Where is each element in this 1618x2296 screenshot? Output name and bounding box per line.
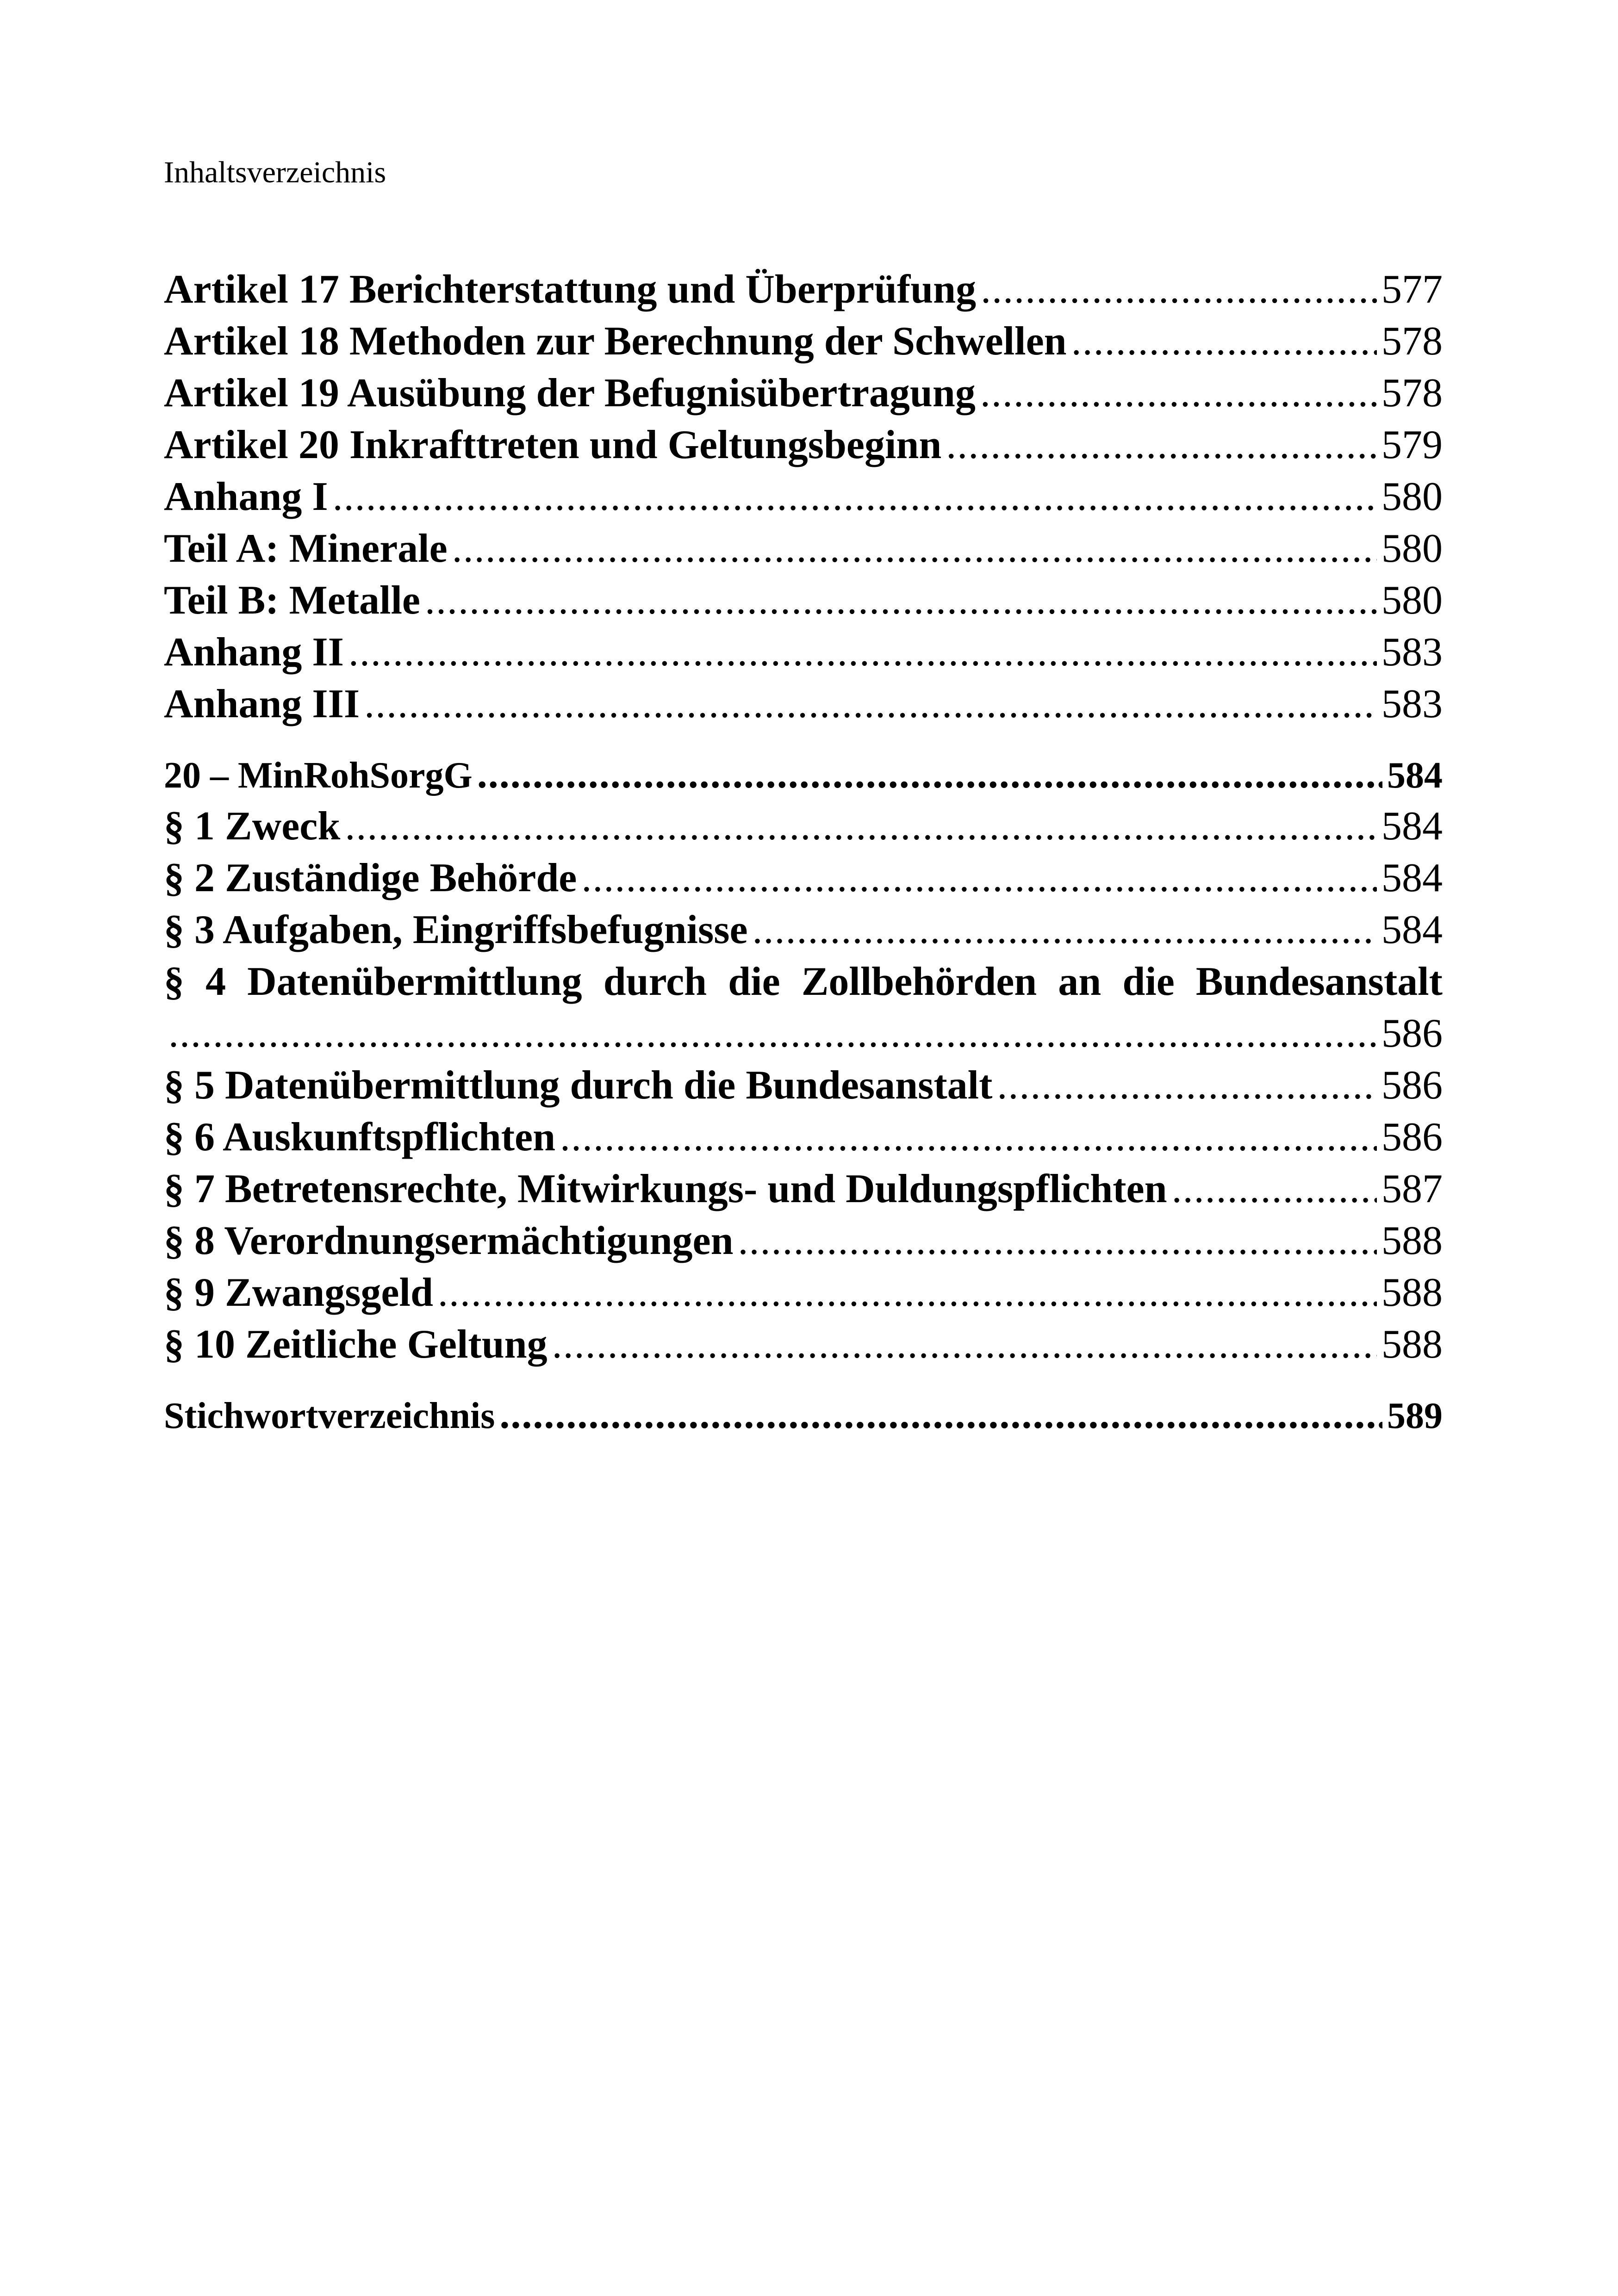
dot-leader <box>946 419 1377 471</box>
toc-entry[interactable] <box>164 1215 1443 1267</box>
toc-entry-title: Artikel 18 Methoden zur Berechnung der Schwellen <box>164 319 1067 364</box>
toc-entry[interactable] <box>164 575 1443 627</box>
toc-entry-page: 584 <box>1382 856 1443 900</box>
toc-entry-page: 584 <box>1387 755 1443 796</box>
title-word: die <box>728 959 780 1004</box>
title-word: Datenübermittlung <box>247 959 582 1004</box>
dot-leader <box>552 1319 1377 1371</box>
toc-group-sections <box>164 800 1443 956</box>
toc-entry-title: § 6 Auskunftspflichten <box>164 1115 556 1160</box>
toc-entry-page: 584 <box>1382 804 1443 849</box>
toc-entry[interactable] <box>164 1267 1443 1319</box>
toc-entry-title: 20 – MinRohSorgG <box>164 755 473 796</box>
toc-entry-page: 583 <box>1382 630 1443 675</box>
toc-entry[interactable] <box>164 367 1443 419</box>
toc-entry-page: 588 <box>1382 1270 1443 1315</box>
dot-leader <box>438 1267 1377 1319</box>
toc-entry-title: Teil B: Metalle <box>164 578 420 623</box>
toc-entry[interactable] <box>164 419 1443 471</box>
toc-entry[interactable] <box>164 523 1443 575</box>
title-word: Zollbehörden <box>801 959 1037 1004</box>
toc-entry-page: 586 <box>1382 1115 1443 1160</box>
toc-entry-title: Anhang II <box>164 630 344 675</box>
toc-entry-title: § 7 Betretensrechte, Mitwirkungs- und Duldungspflichten <box>164 1167 1167 1211</box>
toc-wrapped-entry[interactable] <box>164 956 1443 1060</box>
toc-entry-title: § 8 Verordnungsermächtigungen <box>164 1218 734 1263</box>
toc-entry-title: Teil A: Minerale <box>164 526 448 571</box>
toc-entry-page: 589 <box>1387 1396 1443 1436</box>
toc-entry[interactable] <box>164 852 1443 904</box>
dot-leader <box>345 800 1377 852</box>
dot-leader <box>364 678 1377 730</box>
toc-entry-page: 586 <box>1382 1011 1443 1056</box>
toc-entry-title: Stichwortverzeichnis <box>164 1396 495 1436</box>
toc-entry-page: 587 <box>1382 1167 1443 1211</box>
dot-leader <box>738 1215 1377 1267</box>
title-word: durch <box>603 959 707 1004</box>
toc-entry-title: § 2 Zuständige Behörde <box>164 856 577 900</box>
toc-entry-page: 583 <box>1382 682 1443 726</box>
running-header: Inhaltsverzeichnis <box>164 155 386 189</box>
toc-entry[interactable] <box>164 316 1443 367</box>
toc-entry-page: 584 <box>1382 907 1443 952</box>
toc-entry-page: 578 <box>1382 319 1443 364</box>
toc-entry[interactable] <box>164 904 1443 956</box>
toc-group-articles <box>164 264 1443 730</box>
dot-leader <box>560 1111 1377 1163</box>
toc-entry[interactable] <box>164 1319 1443 1371</box>
toc-entry[interactable] <box>164 800 1443 852</box>
toc-entry[interactable] <box>164 1060 1443 1111</box>
toc-entry-page: 580 <box>1382 526 1443 571</box>
toc-entry-title: § 5 Datenübermittlung durch die Bundesanstalt <box>164 1063 993 1108</box>
dot-leader <box>1071 316 1377 367</box>
toc-entry[interactable] <box>164 678 1443 730</box>
dot-leader <box>333 471 1377 523</box>
toc-entry-title: Artikel 19 Ausübung der Befugnisübertragung <box>164 371 976 416</box>
dot-leader <box>477 749 1382 800</box>
toc-entry[interactable] <box>164 264 1443 316</box>
toc-group-sections-cont <box>164 1060 1443 1371</box>
title-word: 4 <box>205 959 226 1004</box>
title-word: § <box>164 959 184 1004</box>
dot-leader <box>1172 1163 1377 1215</box>
title-word: die <box>1122 959 1175 1004</box>
toc-entry-page: 579 <box>1382 422 1443 467</box>
dot-leader <box>581 852 1377 904</box>
toc-entry[interactable] <box>164 471 1443 523</box>
table-of-contents <box>164 264 1443 1441</box>
toc-entry-page: 588 <box>1382 1218 1443 1263</box>
dot-leader <box>980 367 1377 419</box>
toc-entry[interactable] <box>164 1111 1443 1163</box>
dot-leader <box>452 523 1377 575</box>
dot-leader <box>348 627 1377 678</box>
toc-entry-title: Artikel 20 Inkrafttreten und Geltungsbeginn <box>164 422 942 467</box>
toc-entry-title: Anhang III <box>164 682 360 726</box>
toc-entry[interactable] <box>164 627 1443 678</box>
title-word: Bundesanstalt <box>1195 959 1443 1004</box>
toc-entry-title: § 1 Zweck <box>164 804 341 849</box>
toc-entry-page: 588 <box>1382 1322 1443 1367</box>
toc-entry-page: 578 <box>1382 371 1443 416</box>
toc-entry[interactable] <box>164 1163 1443 1215</box>
dot-leader <box>168 1008 1377 1060</box>
toc-entry-title: § 9 Zwangsgeld <box>164 1270 433 1315</box>
toc-entry-page: 580 <box>1382 578 1443 623</box>
toc-index-entry[interactable] <box>164 1389 1443 1441</box>
toc-entry-title: Artikel 17 Berichterstattung und Überprüfung <box>164 267 977 312</box>
toc-entry-page: 577 <box>1382 267 1443 312</box>
toc-entry-title <box>164 956 1443 1008</box>
toc-entry-title: Anhang I <box>164 474 328 519</box>
toc-entry-page: 586 <box>1382 1063 1443 1108</box>
title-word: an <box>1058 959 1101 1004</box>
toc-entry-title: § 10 Zeitliche Geltung <box>164 1322 548 1367</box>
toc-entry-page: 580 <box>1382 474 1443 519</box>
dot-leader <box>981 264 1377 316</box>
dot-leader <box>753 904 1377 956</box>
toc-chapter-entry[interactable] <box>164 749 1443 800</box>
dot-leader <box>425 575 1377 627</box>
dot-leader <box>499 1389 1382 1441</box>
dot-leader <box>997 1060 1377 1111</box>
toc-entry-title: § 3 Aufgaben, Eingriffsbefugnisse <box>164 907 748 952</box>
